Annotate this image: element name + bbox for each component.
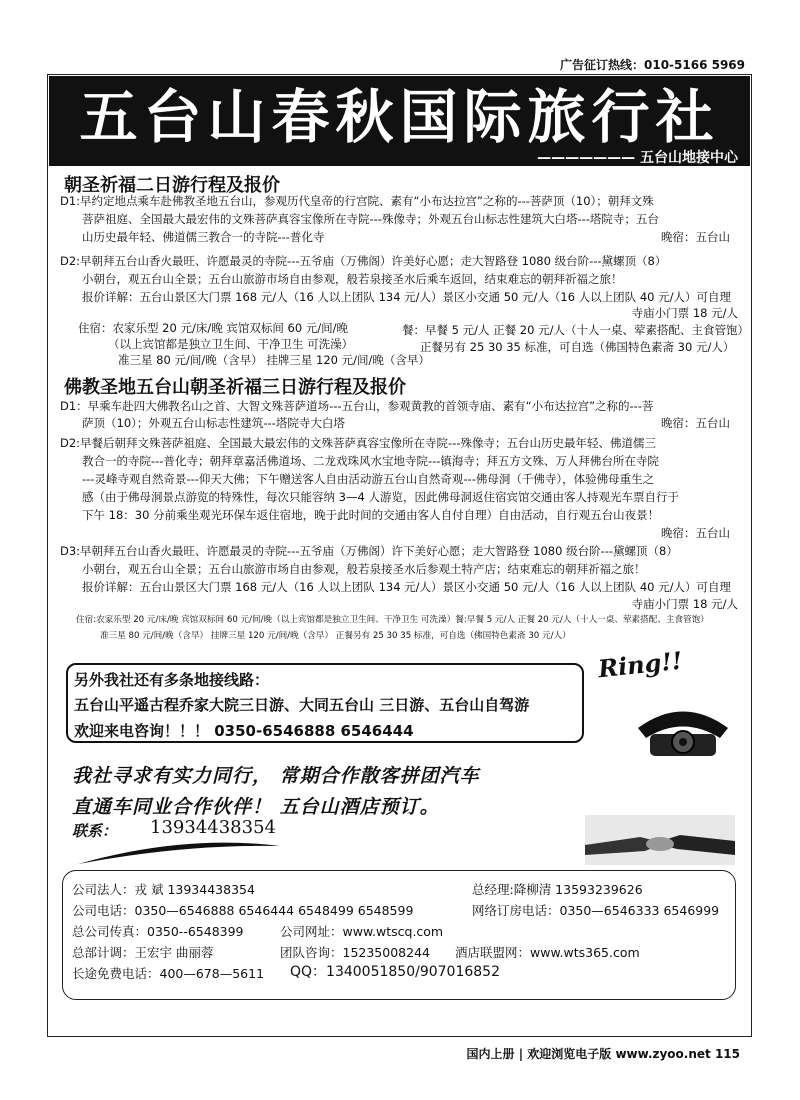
tour3-line: D2:早餐后朝拜文殊菩萨祖庭、全国最大最宏伟的文殊菩萨真容宝像所在寺院---殊像寺；五台山历史最年轻、佛道儒三 [60,436,656,450]
swoosh-decoration [74,838,284,868]
telephone-icon [628,690,738,760]
tour2-lodging: 准三星 80 元/间/晚（含早） 挂牌三星 120 元/间/晚（含早） [118,353,430,367]
ring-text: Ring!! [596,645,684,684]
promo-line: 欢迎来电咨询！！！ 0350-6546888 6546444 [74,722,414,740]
agency-subtitle: ——————— 五台山地接中心 [537,150,738,166]
contact-fax: 总公司传真：0350--6548399 [72,924,244,939]
seek-line: 直通车同业合作伙伴！ 五台山酒店预订。 [72,796,440,818]
tour3-line: 小朝台，观五台山全景；五台山旅游市场自由参观，般若泉接圣水后参观土特产店；结束难忘的朝拜祈福之旅！ [82,562,646,576]
tour2-overnight: 晚宿：五台山 [661,230,730,244]
ad-hotline: 广告征订热线：010-5166 5969 [560,58,746,72]
contact-gm: 总经理:降柳清 13593239626 [472,882,643,897]
tour3-line: 教合一的寺院---普化寺；朝拜章嘉活佛道场、二龙戏珠风水宝地寺院---镇海寺；拜五方文殊、万人拜佛台所在寺院 [82,454,659,468]
contact-web[interactable]: 公司网址：www.wtscq.com [280,924,444,939]
contact-tollfree: 长途免费电话：400—678—5611 [72,966,265,981]
tour2-meals: 餐：早餐 5 元/人 正餐 20 元/人（十人一桌、荤素搭配、主食管饱） [402,323,749,337]
tour3-overnight: 晚宿：五台山 [661,526,730,540]
tour3-line: 感（由于佛母洞景点游览的特殊性，每次只能容纳 3—4 人游览，因此佛母洞返住宿宾馆交通由客人持观光车票自行于 [82,490,679,504]
tour3-line: D3:早朝拜五台山香火最旺、许愿最灵的寺院---五爷庙（万佛阁）许下美好心愿；走大智路登 1080 级台阶---黛螺顶（8） [60,544,678,558]
contact-legal: 公司法人：戎 斌 13934438354 [72,882,255,897]
tour3-line: D1：早乘车赴四大佛教名山之首、大智文殊菩萨道场---五台山，参观黄教的首领寺庙、素有“小布达拉宫”之称的---菩 [60,399,654,413]
contact-group: 团队咨询：15235008244 [280,945,430,960]
tour3-line: 萨顶（10）；外观五台山标志性建筑---塔院寺大白塔 [82,416,345,430]
tour3-price: 报价详解：五台山景区大门票 168 元/人（16 人以上团队 134 元/人）景区小交通 50 元/人（16 人以上团队 40 元/人）可自理 [82,580,731,594]
tour2-ticket: 寺庙小门票 18 元/人 [631,306,738,320]
contact-online: 网络订房电话：0350—6546333 6546999 [472,903,720,918]
handshake-image [585,815,735,865]
promo-line: 另外我社还有多条地接线路： [74,671,270,689]
tour3-fine: 准三星 80 元/间/晚（含早） 挂牌三星 120 元/间/晚（含早） 正餐另有 25 30 35 标准，可自选（佛国特色素斋 30 元/人） [100,631,571,641]
contact-phone-line: 公司电话：0350—6546888 6546444 6548499 6548599 [72,903,414,918]
contact-label: 联系： [72,822,118,840]
tour2-line: 菩萨祖庭、全国最大最宏伟的文殊菩萨真容宝像所在寺院---殊像寺；外观五台山标志性建筑大白塔---塔院寺；五台 [82,212,659,226]
page-footer: 国内上册 | 欢迎浏览电子版 www.zyoo.net 115 [466,1047,740,1061]
tour3-line: 下午 18：30 分前乘坐观光环保车返住宿地，晚于此时间的交通由客人自付自理）自由活动，自行观五台山夜景！ [82,508,660,522]
tour2-line: D2:早朝拜五台山香火最旺、许愿最灵的寺院---五爷庙（万佛阁）许美好心愿；走大智路登 1080 级台阶---黛螺顶（8） [60,254,667,268]
contact-qq: QQ：1340051850/907016852 [290,964,500,980]
tour3-ticket: 寺庙小门票 18 元/人 [631,597,738,611]
promo-line: 五台山平遥古程乔家大院三日游、大同五台山 三日游、五台山自驾游 [74,696,530,714]
tour2-meals: 正餐另有 25 30 35 标准，可自选（佛国特色素斋 30 元/人） [420,340,735,354]
tour2-title: 朝圣祈福二日游行程及报价 [64,175,280,196]
contact-phone: 13934438354 [150,817,276,838]
contact-dept: 总部计调：王宏宇 曲丽蓉 [72,945,214,960]
tour2-price: 报价详解：五台山景区大门票 168 元/人（16 人以上团队 134 元/人）景区小交通 50 元/人（16 人以上团队 40 元/人）可自理 [82,290,731,304]
seek-line: 我社寻求有实力同行， 常期合作散客拼团汽车 [72,765,480,787]
tour2-lodging: （以上宾馆都是独立卫生间、干净卫生 可洗澡） [108,337,354,351]
tour2-line: D1:早约定地点乘车赴佛教圣地五台山，参观历代皇帝的行宫院、素有“小布达拉宫”之称的---菩萨顶（10）；朝拜文殊 [60,194,654,208]
agency-name: 五台山春秋国际旅行社 [79,83,720,151]
tour3-overnight: 晚宿：五台山 [661,416,730,430]
tour2-lodging: 住宿：农家乐型 20 元/床/晚 宾馆双标间 60 元/间/晚 [78,321,349,335]
tour2-line: 小朝台，观五台山全景；五台山旅游市场自由参观，般若泉接圣水后乘车返回，结束难忘的朝拜祈福之旅！ [82,272,623,286]
tour3-title: 佛教圣地五台山朝圣祈福三日游行程及报价 [64,377,406,398]
tour3-line: ---灵峰寺观自然奇景---仰天大佛；下午赠送客人自由活动游五台山自然奇观---佛母洞（千佛寺），体验佛母重生之 [82,472,655,486]
tour3-fine: 住宿:农家乐型 20 元/床/晚 宾馆双标间 60 元/间/晚（以上宾馆都是独立卫生间、干净卫生 可洗澡）餐:早餐 5 元/人 正餐 20 元/人（十人一桌、荤素搭配、主食管饱） [76,615,709,625]
contact-hotel[interactable]: 酒店联盟网：www.wts365.com [455,945,640,960]
tour2-line: 山历史最年轻、佛道儒三教合一的寺院---普化寺 [82,230,325,244]
